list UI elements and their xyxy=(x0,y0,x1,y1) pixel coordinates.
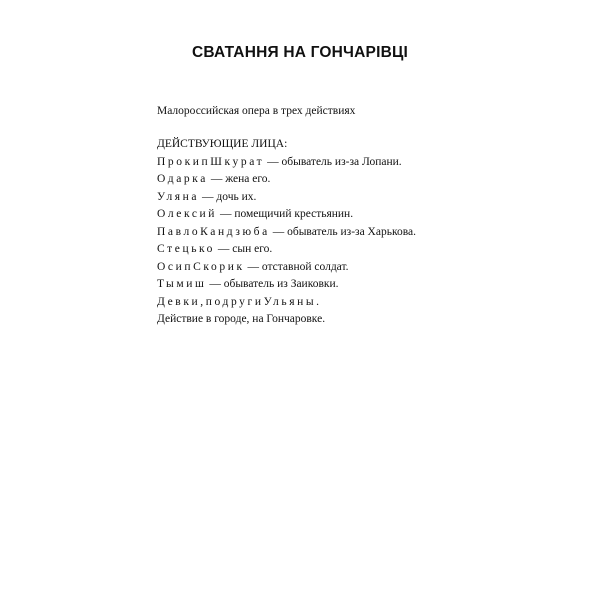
character-name: Олексий xyxy=(157,208,218,220)
cast-item xyxy=(157,259,416,277)
character-description: — отставной солдат. xyxy=(244,260,349,273)
cast-item xyxy=(157,294,416,312)
character-name: Уляна xyxy=(157,190,200,203)
cast-heading: ДЕЙСТВУЮЩИЕ ЛИЦА: xyxy=(157,138,288,150)
character-description: — сын его. xyxy=(215,243,273,255)
cast-item xyxy=(157,189,416,207)
character-name: ПавлоКандзюба xyxy=(157,225,270,238)
character-name: Стецько xyxy=(157,243,216,255)
character-name: ОсипСкорик xyxy=(157,260,245,273)
setting-note: Действие в городе, на Гончаровке. xyxy=(157,313,326,325)
cast-list xyxy=(157,136,416,329)
character-description: — помещичий крестьянин. xyxy=(217,208,354,220)
character-description: — обыватель из Заиковки. xyxy=(206,278,339,290)
page-subtitle: Малороссийская опера в трех действиях xyxy=(157,105,356,117)
character-name: Одарка xyxy=(157,173,208,185)
character-name: Девки,подругиУльяны. xyxy=(157,295,322,308)
cast-item xyxy=(157,206,416,224)
cast-item xyxy=(157,224,416,242)
character-name: Тымиш xyxy=(157,278,207,290)
cast-item xyxy=(157,154,416,172)
page-title: СВАТАННЯ НА ГОНЧАРІВЦІ xyxy=(191,44,409,61)
character-description: — жена его. xyxy=(207,173,271,185)
cast-item xyxy=(157,276,416,294)
character-description: — обыватель из-за Харькова. xyxy=(269,225,416,238)
character-description: — обыватель из-за Лопани. xyxy=(264,155,402,168)
character-description: — дочь их. xyxy=(199,190,257,203)
character-name: ПрокипШкурат xyxy=(157,155,265,168)
cast-item xyxy=(157,171,416,189)
cast-item xyxy=(157,241,416,259)
